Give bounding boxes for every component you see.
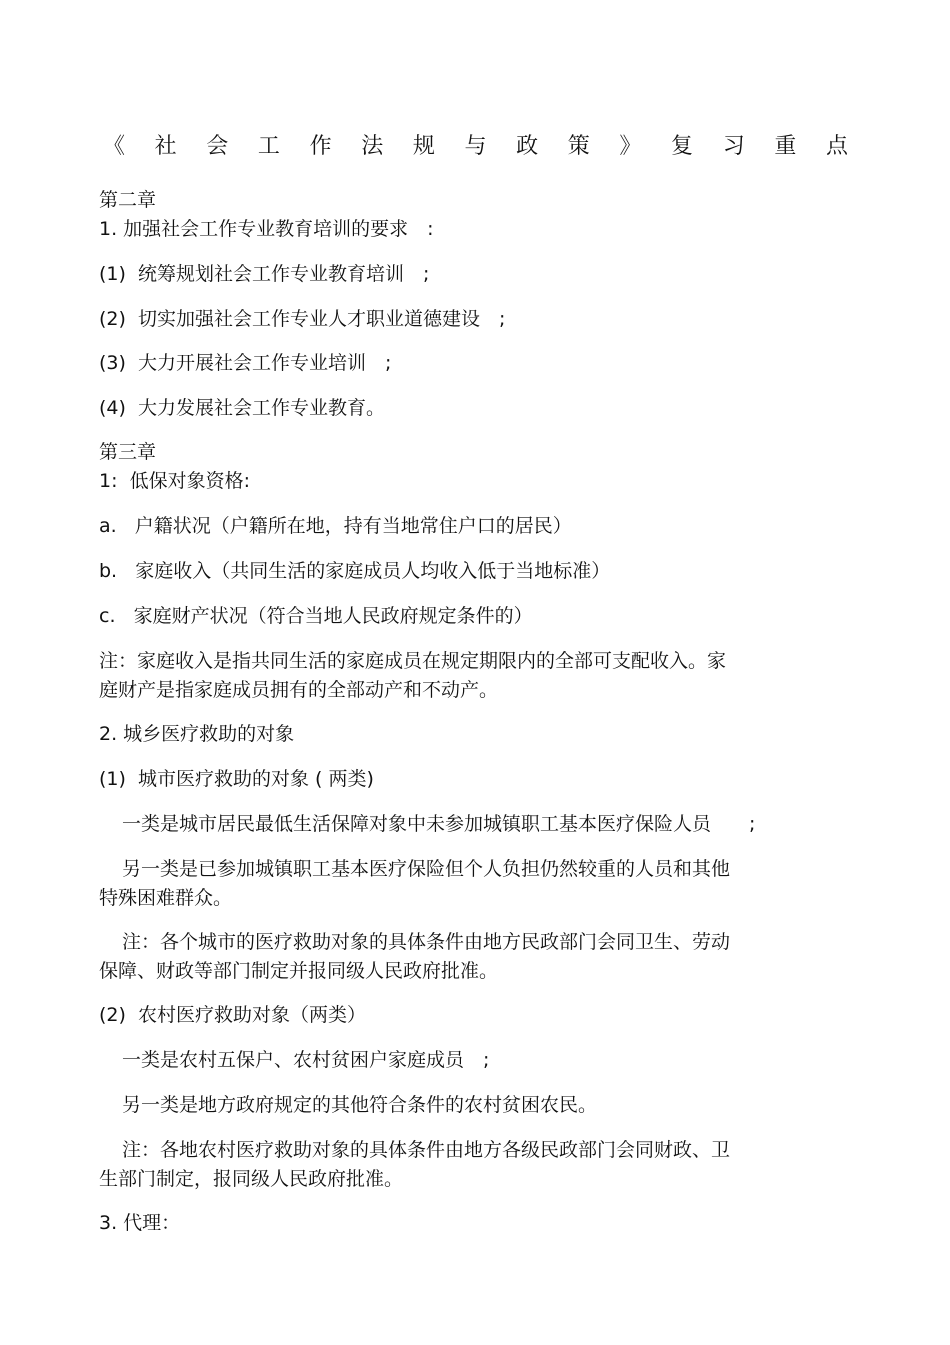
title-char: 会 [206,134,229,159]
title-char: 工 [257,134,280,159]
list-item: (1) 统筹规划社会工作专业教育培训 ; [99,263,430,285]
paragraph-line: 一类是城市居民最低生活保障对象中未参加城镇职工基本医疗保险人员 ; [122,813,756,835]
title-char: 《 [103,134,126,159]
note-line: 注：各个城市的医疗救助对象的具体条件由地方民政部门会同卫生、劳动 [122,931,731,953]
title-char: 与 [464,134,487,159]
note-line: 保障、财政等部门制定并报同级人民政府批准。 [99,960,499,982]
list-item: (1) 城市医疗救助的对象 ( 两类) [99,768,374,790]
title-char: 法 [361,134,384,159]
note-line: 生部门制定，报同级人民政府批准。 [99,1168,404,1190]
paragraph-line: 特殊困难群众。 [99,887,233,909]
list-item: (4) 大力发展社会工作专业教育。 [99,397,385,419]
title-char: 重 [774,134,797,159]
title-char: 复 [671,134,694,159]
chapter-heading-2: 第二章 [99,189,157,211]
title-char: 作 [309,134,332,159]
title-char: 政 [516,134,539,159]
title-char: 习 [722,134,745,159]
note-line: 庭财产是指家庭成员拥有的全部动产和不动产。 [99,679,499,701]
paragraph-line: 一类是农村五保户、农村贫困户家庭成员 ; [122,1049,490,1071]
list-item: a. 户籍状况（户籍所在地，持有当地常住户口的居民） [99,515,572,537]
paragraph-line: 另一类是地方政府规定的其他符合条件的农村贫困农民。 [122,1094,598,1116]
note-line: 注：家庭收入是指共同生活的家庭成员在规定期限内的全部可支配收入。家 [99,650,727,672]
section-heading: 3. 代理： [99,1212,181,1234]
section-heading: 1. 加强社会工作专业教育培训的要求 : [99,218,434,240]
list-item: b. 家庭收入（共同生活的家庭成员人均收入低于当地标准） [99,560,611,582]
title-char: 策 [567,134,590,159]
title-char: 社 [154,134,177,159]
title-char: 》 [619,134,642,159]
list-item: (2) 切实加强社会工作专业人才职业道德建设 ; [99,308,506,330]
note-line: 注：各地农村医疗救助对象的具体条件由地方各级民政部门会同财政、卫 [122,1139,731,1161]
paragraph-line: 另一类是已参加城镇职工基本医疗保险但个人负担仍然较重的人员和其他 [122,858,731,880]
title-char: 规 [412,134,435,159]
section-heading: 2. 城乡医疗救助的对象 [99,723,295,745]
list-item: (3) 大力开展社会工作专业培训 ; [99,352,392,374]
document-title [103,133,848,161]
list-item: c. 家庭财产状况（符合当地人民政府规定条件的） [99,605,533,627]
chapter-heading-3: 第三章 [99,441,157,463]
section-heading: 1: 低保对象资格: [99,470,250,492]
title-char: 点 [825,134,848,159]
list-item: (2) 农村医疗救助对象（两类） [99,1004,366,1026]
